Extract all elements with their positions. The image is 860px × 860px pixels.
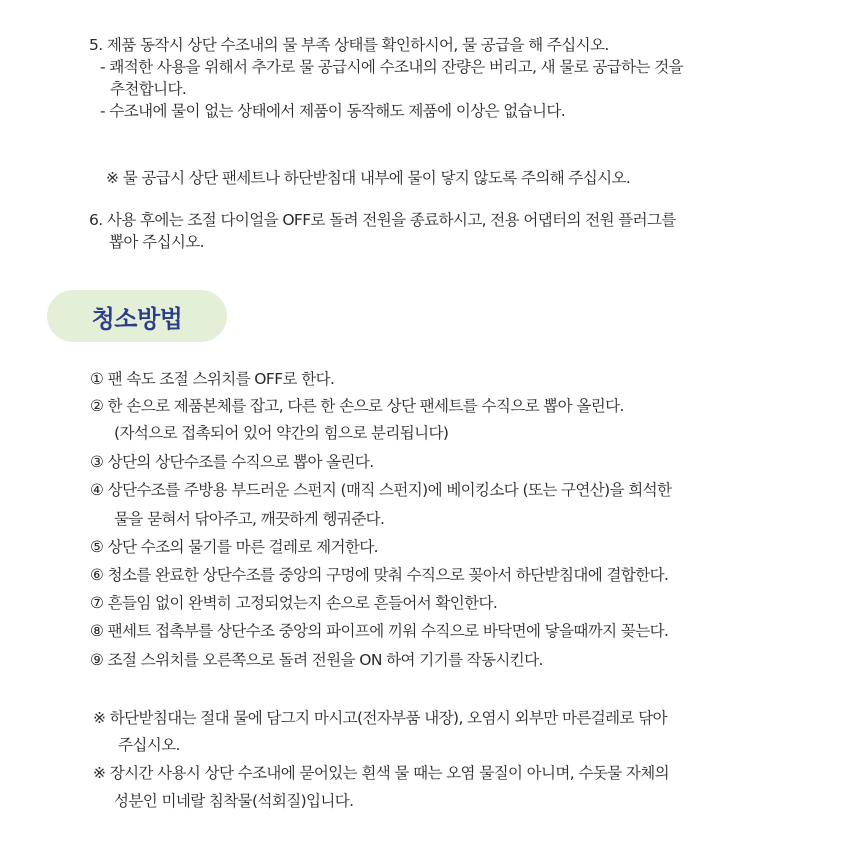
water-supply-note: ※ 물 공급시 상단 팬세트나 하단받침대 내부에 물이 닿지 않도록 주의해 주십시오. [106, 169, 631, 187]
section-title-text: 청소방법 [91, 304, 183, 333]
cleaning-step-8: ⑧ 팬세트 접촉부를 상단수조 중앙의 파이프에 끼워 수직으로 바닥면에 닿을때까지 꽂는다. [90, 622, 669, 640]
cleaning-step-4: ④ 상단수조를 주방용 부드러운 스펀지 (매직 스펀지)에 베이킹소다 (또는 구연산)을 희석한 [90, 481, 672, 499]
cleaning-note-2-cont: 성분인 미네랄 침착물(석회질)입니다. [114, 792, 354, 810]
cleaning-note-1: ※ 하단받침대는 절대 물에 담그지 마시고(전자부품 내장), 오염시 외부만 마른걸레로 닦아 [93, 709, 667, 727]
cleaning-step-5: ⑤ 상단 수조의 물기를 마른 걸레로 제거한다. [90, 538, 378, 556]
cleaning-note-2: ※ 장시간 사용시 상단 수조내에 묻어있는 흰색 물 때는 오염 물질이 아니며, 수돗물 자체의 [93, 764, 670, 782]
cleaning-note-1-cont: 주십시오. [118, 736, 180, 754]
step-5: 5. 제품 동작시 상단 수조내의 물 부족 상태를 확인하시어, 물 공급을 해 주십시오. [89, 36, 609, 54]
cleaning-section-title [47, 290, 227, 342]
cleaning-step-2: ② 한 손으로 제품본체를 잡고, 다른 한 손으로 상단 팬세트를 수직으로 뽑아 올린다. [90, 397, 624, 415]
cleaning-step-6: ⑥ 청소를 완료한 상단수조를 중앙의 구멍에 맞춰 수직으로 꽂아서 하단받침대에 결합한다. [90, 566, 669, 584]
cleaning-step-1: ① 팬 속도 조절 스위치를 OFF로 한다. [90, 370, 335, 388]
cleaning-step-7: ⑦ 흔들임 없이 완벽히 고정되었는지 손으로 흔들어서 확인한다. [90, 594, 498, 612]
step-6-cont: 뽑아 주십시오. [109, 233, 204, 251]
cleaning-step-9: ⑨ 조절 스위치를 오른쪽으로 돌려 전원을 ON 하여 기기를 작동시킨다. [90, 651, 543, 669]
cleaning-step-2-cont: (자석으로 접촉되어 있어 약간의 힘으로 분리됩니다) [114, 424, 449, 442]
cleaning-step-4-cont: 물을 묻혀서 닦아주고, 깨끗하게 헹궈준다. [114, 510, 385, 528]
cleaning-step-3: ③ 상단의 상단수조를 수직으로 뽑아 올린다. [90, 453, 374, 471]
step-5-sub-1: - 쾌적한 사용을 위해서 추가로 물 공급시에 수조내의 잔량은 버리고, 새 물로 공급하는 것을 [100, 58, 684, 76]
step-5-sub-1-cont: 추천합니다. [110, 80, 187, 98]
step-6: 6. 사용 후에는 조절 다이얼을 OFF로 돌려 전원을 종료하시고, 전용 어댑터의 전원 플러그를 [89, 211, 676, 229]
step-5-sub-2: - 수조내에 물이 없는 상태에서 제품이 동작해도 제품에 이상은 없습니다. [100, 102, 566, 120]
